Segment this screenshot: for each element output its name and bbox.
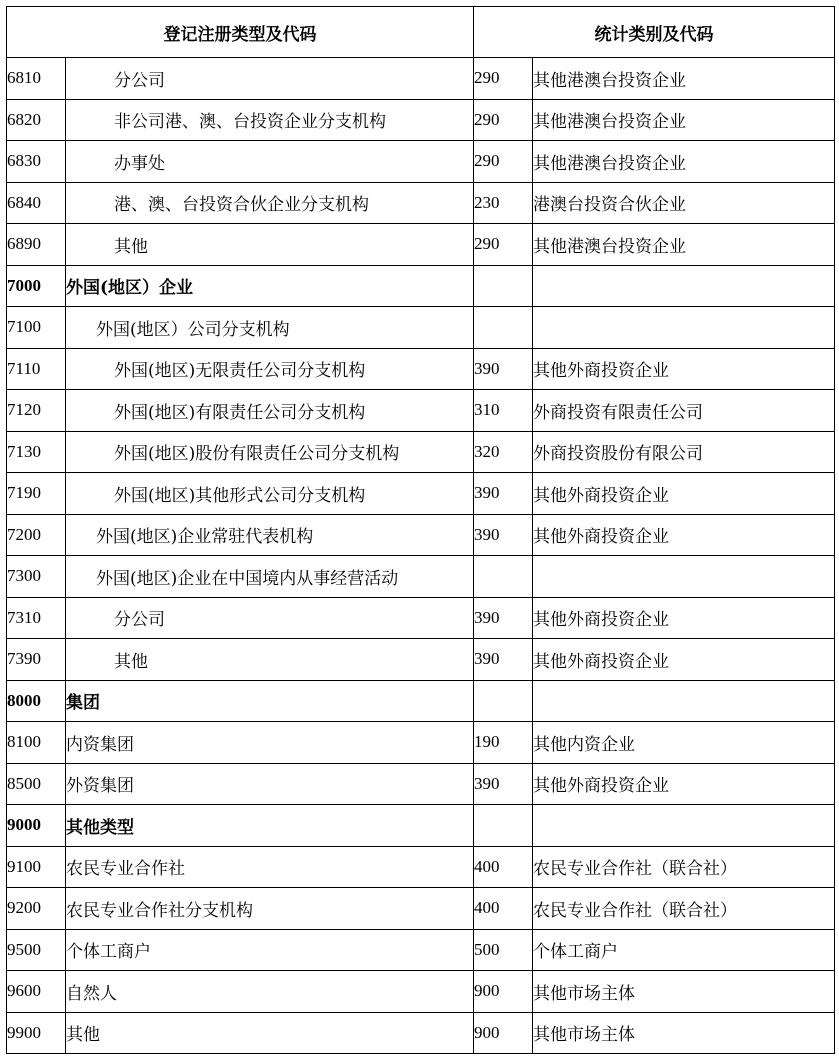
statistical-code-cell: 500 xyxy=(474,929,533,971)
statistical-code-cell: 390 xyxy=(474,597,533,639)
registration-code-cell: 8500 xyxy=(7,763,66,805)
registration-name-cell: 非公司港、澳、台投资企业分支机构 xyxy=(66,99,474,141)
statistical-code-cell: 190 xyxy=(474,722,533,764)
table-row xyxy=(7,556,835,598)
statistical-code-cell: 320 xyxy=(474,431,533,473)
registration-name-cell: 外国(地区)股份有限责任公司分支机构 xyxy=(66,431,474,473)
statistical-name-cell: 其他港澳台投资企业 xyxy=(533,224,835,266)
table-row xyxy=(7,722,835,764)
registration-code-cell: 6820 xyxy=(7,99,66,141)
registration-type-table xyxy=(6,6,835,1054)
statistical-code-cell: 390 xyxy=(474,473,533,515)
registration-name-cell: 外国(地区)有限责任公司分支机构 xyxy=(66,390,474,432)
registration-name-cell: 港、澳、台投资合伙企业分支机构 xyxy=(66,182,474,224)
registration-name-cell: 农民专业合作社 xyxy=(66,846,474,888)
table-row xyxy=(7,846,835,888)
registration-name-cell: 自然人 xyxy=(66,971,474,1013)
statistical-name-cell: 其他市场主体 xyxy=(533,1012,835,1054)
registration-code-cell: 6810 xyxy=(7,58,66,100)
registration-name-cell: 外国(地区）企业 xyxy=(66,265,474,307)
statistical-name-cell: 其他外商投资企业 xyxy=(533,639,835,681)
registration-code-cell: 7310 xyxy=(7,597,66,639)
statistical-name-cell: 其他外商投资企业 xyxy=(533,763,835,805)
table-row xyxy=(7,639,835,681)
registration-name-cell: 办事处 xyxy=(66,141,474,183)
registration-code-cell: 9100 xyxy=(7,846,66,888)
registration-name-cell: 外资集团 xyxy=(66,763,474,805)
registration-name-cell: 外国(地区)企业常驻代表机构 xyxy=(66,514,474,556)
table-row xyxy=(7,265,835,307)
statistical-code-cell xyxy=(474,805,533,847)
registration-code-cell: 9600 xyxy=(7,971,66,1013)
registration-name-cell: 个体工商户 xyxy=(66,929,474,971)
statistical-code-cell: 390 xyxy=(474,348,533,390)
registration-name-cell: 外国(地区)企业在中国境内从事经营活动 xyxy=(66,556,474,598)
registration-code-cell: 9900 xyxy=(7,1012,66,1054)
table-row xyxy=(7,929,835,971)
registration-code-cell: 7200 xyxy=(7,514,66,556)
statistical-code-cell: 230 xyxy=(474,182,533,224)
registration-name-cell: 外国(地区)无限责任公司分支机构 xyxy=(66,348,474,390)
table-row xyxy=(7,763,835,805)
statistical-code-cell: 390 xyxy=(474,763,533,805)
table-row xyxy=(7,805,835,847)
registration-code-cell: 6830 xyxy=(7,141,66,183)
statistical-name-cell xyxy=(533,680,835,722)
registration-name-cell: 其他 xyxy=(66,639,474,681)
statistical-name-cell: 其他港澳台投资企业 xyxy=(533,58,835,100)
registration-name-cell: 分公司 xyxy=(66,58,474,100)
registration-code-cell: 7390 xyxy=(7,639,66,681)
registration-code-cell: 7120 xyxy=(7,390,66,432)
table-row xyxy=(7,597,835,639)
statistical-code-cell: 900 xyxy=(474,971,533,1013)
statistical-code-cell: 390 xyxy=(474,514,533,556)
registration-code-cell: 6890 xyxy=(7,224,66,266)
registration-name-cell: 集团 xyxy=(66,680,474,722)
statistical-name-cell: 其他外商投资企业 xyxy=(533,597,835,639)
registration-name-cell: 其他 xyxy=(66,1012,474,1054)
statistical-name-cell: 其他港澳台投资企业 xyxy=(533,99,835,141)
registration-code-cell: 6840 xyxy=(7,182,66,224)
table-row xyxy=(7,390,835,432)
registration-code-cell: 7300 xyxy=(7,556,66,598)
registration-name-cell: 外国(地区)其他形式公司分支机构 xyxy=(66,473,474,515)
statistical-code-cell: 900 xyxy=(474,1012,533,1054)
table-row xyxy=(7,348,835,390)
registration-code-cell: 7190 xyxy=(7,473,66,515)
table-row xyxy=(7,99,835,141)
table-row xyxy=(7,888,835,930)
statistical-code-cell: 290 xyxy=(474,99,533,141)
statistical-name-cell xyxy=(533,307,835,349)
table-row xyxy=(7,473,835,515)
table-row xyxy=(7,307,835,349)
statistical-name-cell: 其他外商投资企业 xyxy=(533,473,835,515)
statistical-name-cell: 其他市场主体 xyxy=(533,971,835,1013)
statistical-name-cell: 港澳台投资合伙企业 xyxy=(533,182,835,224)
registration-name-cell: 其他类型 xyxy=(66,805,474,847)
header-registration-type: 登记注册类型及代码 xyxy=(7,7,474,58)
registration-name-cell: 农民专业合作社分支机构 xyxy=(66,888,474,930)
table-row xyxy=(7,224,835,266)
statistical-code-cell: 290 xyxy=(474,141,533,183)
statistical-name-cell: 其他外商投资企业 xyxy=(533,514,835,556)
table-row xyxy=(7,514,835,556)
registration-code-cell: 8100 xyxy=(7,722,66,764)
statistical-code-cell xyxy=(474,556,533,598)
statistical-name-cell: 农民专业合作社（联合社） xyxy=(533,846,835,888)
registration-name-cell: 外国(地区）公司分支机构 xyxy=(66,307,474,349)
statistical-code-cell: 400 xyxy=(474,846,533,888)
registration-name-cell: 其他 xyxy=(66,224,474,266)
registration-code-cell: 9500 xyxy=(7,929,66,971)
statistical-code-cell xyxy=(474,307,533,349)
statistical-name-cell xyxy=(533,805,835,847)
statistical-name-cell: 农民专业合作社（联合社） xyxy=(533,888,835,930)
statistical-name-cell xyxy=(533,556,835,598)
registration-name-cell: 分公司 xyxy=(66,597,474,639)
statistical-name-cell: 个体工商户 xyxy=(533,929,835,971)
statistical-name-cell: 外商投资有限责任公司 xyxy=(533,390,835,432)
statistical-code-cell: 290 xyxy=(474,224,533,266)
statistical-code-cell: 310 xyxy=(474,390,533,432)
table-row xyxy=(7,1012,835,1054)
statistical-name-cell xyxy=(533,265,835,307)
registration-code-cell: 7100 xyxy=(7,307,66,349)
statistical-name-cell: 其他内资企业 xyxy=(533,722,835,764)
table-row xyxy=(7,680,835,722)
registration-code-cell: 7110 xyxy=(7,348,66,390)
registration-name-cell: 内资集团 xyxy=(66,722,474,764)
table-row xyxy=(7,141,835,183)
statistical-code-cell xyxy=(474,265,533,307)
statistical-code-cell: 390 xyxy=(474,639,533,681)
registration-code-cell: 9200 xyxy=(7,888,66,930)
statistical-code-cell: 290 xyxy=(474,58,533,100)
statistical-name-cell: 其他外商投资企业 xyxy=(533,348,835,390)
table-row xyxy=(7,182,835,224)
statistical-name-cell: 外商投资股份有限公司 xyxy=(533,431,835,473)
table-row xyxy=(7,58,835,100)
statistical-name-cell: 其他港澳台投资企业 xyxy=(533,141,835,183)
statistical-code-cell: 400 xyxy=(474,888,533,930)
registration-code-cell: 7130 xyxy=(7,431,66,473)
table-row xyxy=(7,971,835,1013)
header-statistical-category: 统计类别及代码 xyxy=(474,7,835,58)
registration-code-cell: 8000 xyxy=(7,680,66,722)
header-row xyxy=(7,7,835,58)
registration-code-cell: 7000 xyxy=(7,265,66,307)
registration-code-cell: 9000 xyxy=(7,805,66,847)
table-row xyxy=(7,431,835,473)
statistical-code-cell xyxy=(474,680,533,722)
